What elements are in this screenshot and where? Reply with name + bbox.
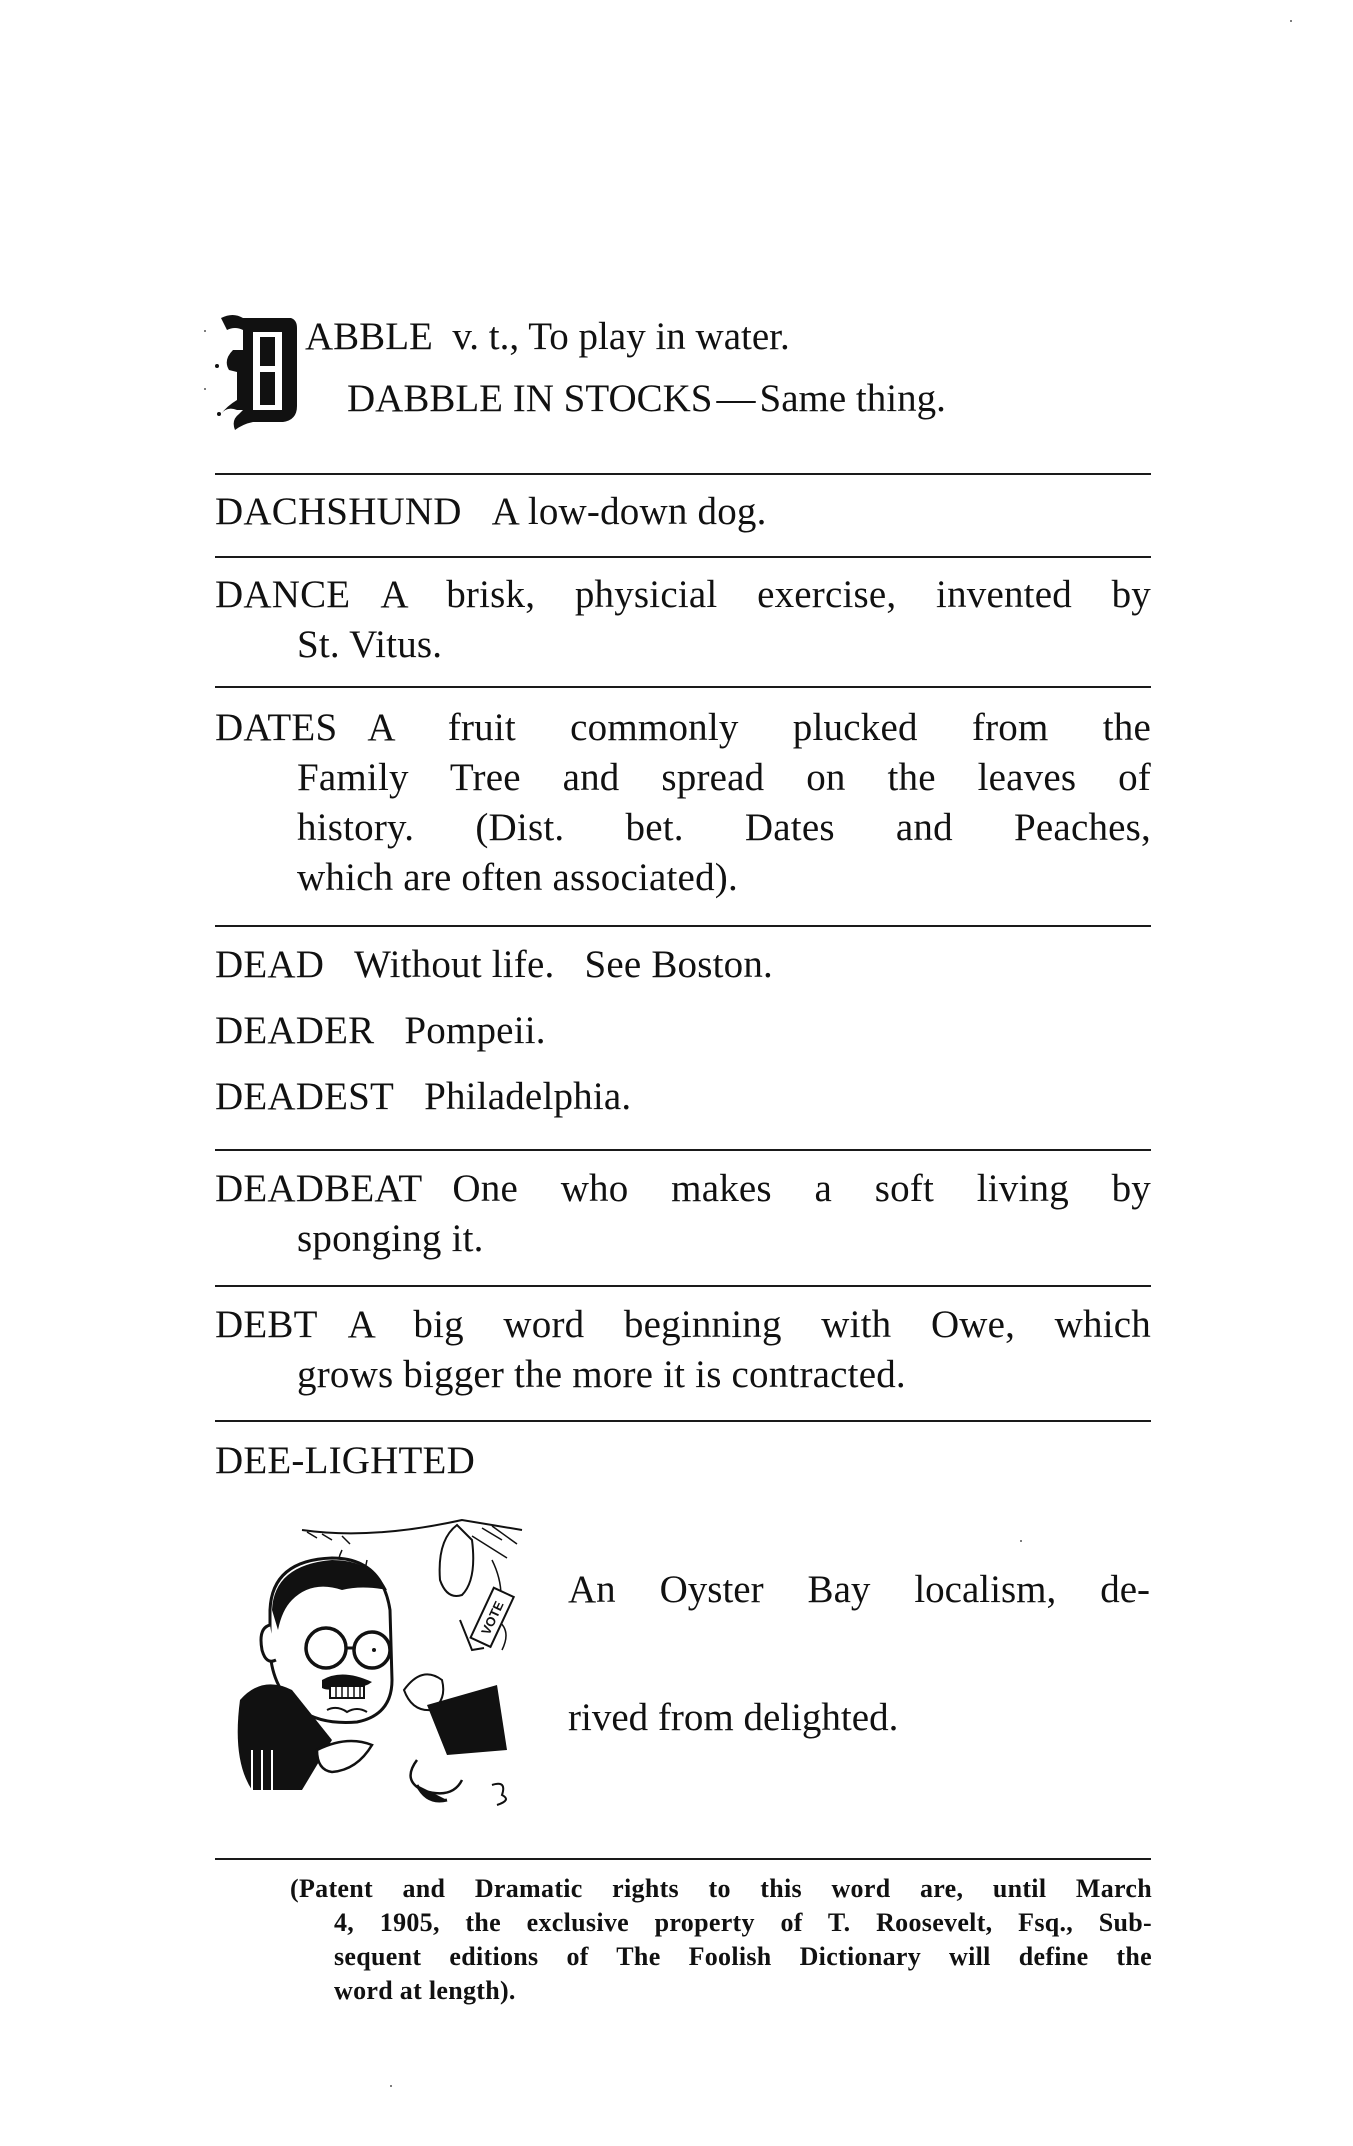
- headword-dabble-rest: ABBLE: [305, 315, 433, 358]
- definition-dead: Without life.: [354, 943, 555, 986]
- headword-dachshund: DACHSHUND: [215, 490, 462, 533]
- definition-deadest: Philadelphia.: [424, 1075, 632, 1118]
- part-of-speech: v. t.,: [452, 315, 520, 358]
- headword-deelighted: DEE-LIGHTED: [215, 1439, 475, 1482]
- entry-dance: [215, 570, 1151, 670]
- definition-dabble: To play in water.: [528, 315, 790, 358]
- definition-deader: Pompeii.: [404, 1009, 546, 1052]
- see-also-dead: See Boston.: [584, 943, 773, 986]
- footnote-line2: 4, 1905, the exclusive property of T. Roosevelt, Fsq., Sub-: [334, 1908, 1152, 1937]
- entry-dachshund: [215, 487, 1151, 537]
- definition-dance-line1: A brisk, physicial exercise, invented by: [380, 573, 1151, 616]
- entry-dead: [215, 940, 1151, 990]
- definition-dates-line1: A fruit commonly plucked from the: [367, 706, 1151, 749]
- vote-ballot-label: VOTE: [478, 1598, 507, 1638]
- headword-deadbeat: DEADBEAT: [215, 1167, 423, 1210]
- headword-dates: DATES: [215, 706, 338, 749]
- entry-deadbeat: [215, 1164, 1151, 1264]
- divider-rule: [215, 925, 1151, 927]
- divider-rule: [215, 1420, 1151, 1422]
- divider-rule: [215, 473, 1151, 475]
- definition-dachshund: A low-down dog.: [491, 490, 767, 533]
- footnote: [290, 1872, 1152, 2008]
- headword-deadest: DEADEST: [215, 1075, 395, 1118]
- headword-debt: DEBT: [215, 1303, 318, 1346]
- headword-dead: DEAD: [215, 943, 325, 986]
- divider-rule: [215, 556, 1151, 558]
- scan-speck: [1020, 1540, 1022, 1542]
- footnote-line1: (Patent and Dramatic rights to this word are, until March: [290, 1874, 1152, 1903]
- entry-deadest: [215, 1072, 1151, 1122]
- definition-debt-line1: A big word beginning with Owe, which: [347, 1303, 1151, 1346]
- definition-deadbeat-line2: sponging it.: [297, 1217, 484, 1260]
- scan-speck: [390, 2085, 392, 2087]
- definition-deelighted-line2: rived from delighted.: [568, 1696, 899, 1739]
- divider-rule: [215, 1149, 1151, 1151]
- scan-speck: [1290, 20, 1292, 22]
- entry-deader: [215, 1006, 1151, 1056]
- headword-dabble-in-stocks: DABBLE IN STOCKS: [347, 377, 713, 420]
- definition-debt-line2: grows bigger the more it is contracted.: [297, 1353, 906, 1396]
- definition-dates-line4: which are often associated).: [297, 856, 738, 899]
- footnote-line3: sequent editions of The Foolish Dictionary will define the: [334, 1942, 1152, 1971]
- divider-rule: [215, 1858, 1151, 1860]
- entry-debt: [215, 1300, 1151, 1400]
- scan-speck: [204, 388, 206, 390]
- headword-dance: DANCE: [215, 573, 351, 616]
- divider-rule: [215, 1285, 1151, 1287]
- footnote-line4: word at length).: [334, 1976, 516, 2005]
- em-dash: —: [716, 377, 756, 420]
- definition-deelighted-line1: An Oyster Bay localism, de-: [568, 1568, 1150, 1611]
- dropcap-d-icon: [213, 310, 299, 430]
- entry-dabble-in-stocks: [347, 374, 946, 424]
- headword-deader: DEADER: [215, 1009, 375, 1052]
- entry-deelighted: [215, 1436, 1151, 1486]
- definition-dates-line2: Family Tree and spread on the leaves of: [297, 756, 1151, 799]
- definition-deadbeat-line1: One who makes a soft living by: [452, 1167, 1151, 1210]
- entry-dates: [215, 703, 1151, 903]
- definition-dance-line2: St. Vitus.: [297, 623, 443, 666]
- roosevelt-caricature-illustration: [222, 1500, 542, 1820]
- scan-speck: [204, 330, 206, 332]
- definition-dates-line3: history. (Dist. bet. Dates and Peaches,: [297, 806, 1151, 849]
- entry-dabble: [305, 312, 790, 362]
- divider-rule: [215, 686, 1151, 688]
- definition-dabble-in-stocks: Same thing.: [759, 377, 946, 420]
